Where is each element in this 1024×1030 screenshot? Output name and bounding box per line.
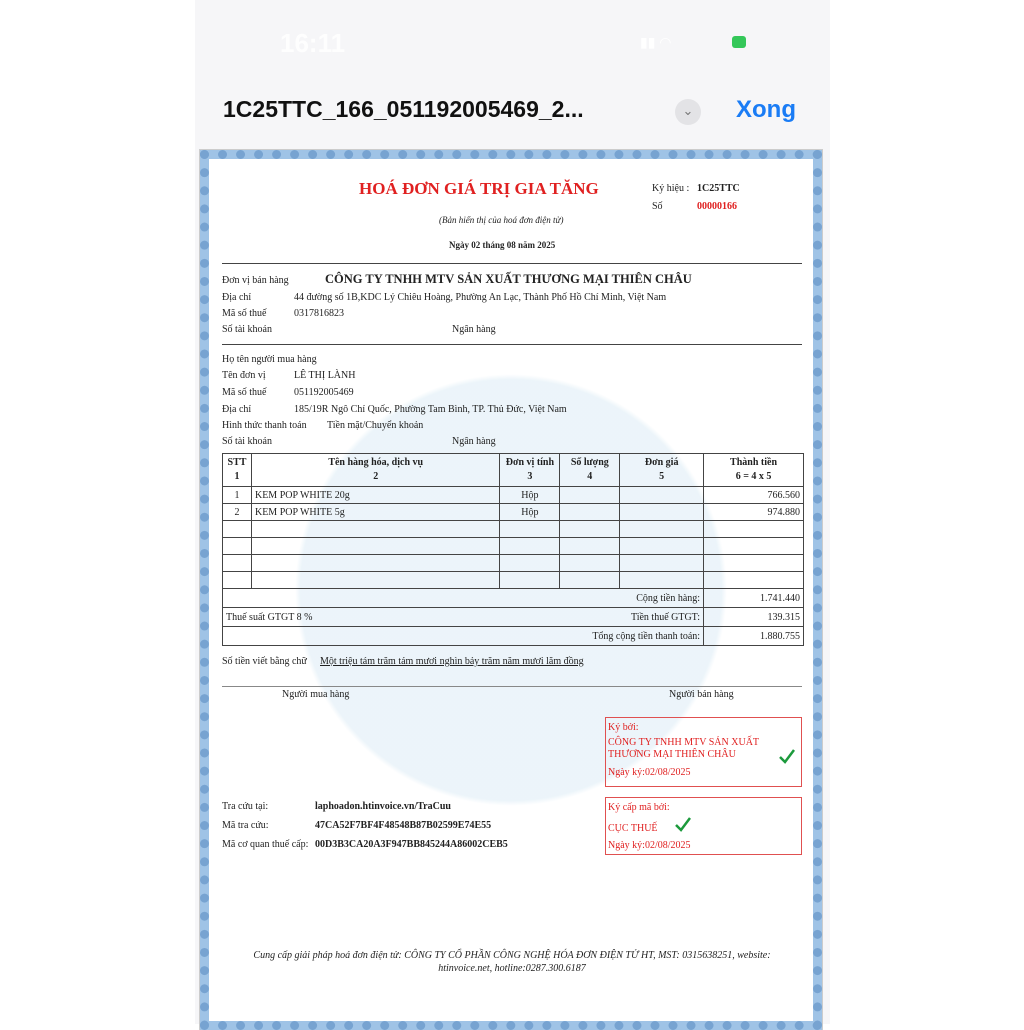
table-cell	[620, 487, 704, 504]
header-index: 4	[587, 471, 593, 482]
table-cell	[251, 538, 499, 555]
label: Số tiền viết bằng chữ	[222, 656, 307, 667]
label: Mã cơ quan thuế cấp:	[222, 839, 309, 850]
subtotal: 1.741.440	[704, 589, 804, 608]
signer-name-2: THƯƠNG MẠI THIÊN CHÂU	[608, 749, 736, 760]
table-cell	[500, 521, 560, 538]
table-cell	[704, 521, 804, 538]
chevron-down-icon[interactable]: ⌄	[675, 99, 701, 125]
label: Mã tra cứu:	[222, 820, 269, 831]
vat-amount: 139.315	[704, 608, 804, 627]
header-label: Đơn vị tính	[505, 457, 555, 468]
table-cell	[560, 555, 620, 572]
label: Địa chỉ	[222, 404, 252, 415]
header-label: Đơn giá	[644, 457, 679, 468]
table-cell	[620, 572, 704, 589]
column-header	[500, 454, 560, 487]
label: Số tài khoản	[222, 436, 272, 447]
seller-signature-box	[605, 717, 802, 787]
header-label: Thành tiền	[730, 457, 778, 468]
table-cell	[251, 572, 499, 589]
footer	[214, 949, 810, 975]
column-header	[620, 454, 704, 487]
header-index: 1	[234, 471, 240, 482]
label: Số tài khoản	[222, 324, 272, 335]
table-cell	[704, 572, 804, 589]
table-row	[223, 555, 804, 572]
header-label: STT	[227, 457, 247, 468]
table-cell: 2	[223, 504, 252, 521]
table-cell	[251, 521, 499, 538]
invoice-number: 00000166	[697, 201, 737, 212]
items-table	[222, 453, 804, 646]
buyer-unit: LÊ THỊ LÀNH	[294, 370, 356, 381]
table-cell	[500, 555, 560, 572]
seller-tax: 0317816823	[294, 308, 344, 319]
tax-authority-code: 00D3B3CA20A3F947BB845244A86002CEB5	[315, 839, 508, 850]
label: Họ tên người mua hàng	[222, 354, 317, 365]
signal-wifi-icon: ▮▮ ◠	[640, 34, 672, 50]
table-cell	[500, 572, 560, 589]
table-cell	[223, 521, 252, 538]
table-cell: 974.880	[704, 504, 804, 521]
lookup-code: 47CA52F7BF4F48548B87B02599E74E55	[315, 820, 492, 831]
column-header	[704, 454, 804, 487]
document-title: 1C25TTC_166_051192005469_2...	[223, 96, 584, 122]
done-button[interactable]: Xong	[736, 96, 796, 123]
lookup-link[interactable]: laphoadon.htinvoice.vn/TraCuu	[315, 801, 451, 812]
table-cell	[620, 504, 704, 521]
invoice-symbol: 1C25TTC	[697, 183, 740, 194]
signer-name: CỤC THUẾ	[608, 823, 658, 834]
footer-line-1: Cung cấp giải pháp hoá đơn điện tử: CÔNG TY CỔ PHẦN CÔNG NGHỆ HÓA ĐƠN ĐIỆN TỬ HT, MST: 0315638251, website:	[253, 950, 771, 961]
tax-signature-box	[605, 797, 802, 855]
buyer-tax: 051192005469	[294, 387, 354, 398]
label: Tra cứu tại:	[222, 801, 269, 812]
table-cell	[560, 504, 620, 521]
vat-rate: Thuế suất GTGT 8 %	[223, 608, 500, 627]
subtitle: (Bản hiển thị của hoá đơn điện tử)	[439, 215, 564, 225]
table-cell	[251, 555, 499, 572]
check-icon	[674, 816, 692, 832]
table-cell	[704, 538, 804, 555]
header-index: 3	[527, 471, 533, 482]
column-header	[560, 454, 620, 487]
table-cell	[223, 572, 252, 589]
invoice-date: Ngày 02 tháng 08 năm 2025	[449, 240, 556, 250]
footer-line-2: htinvoice.net, hotline:0287.300.6187	[438, 963, 586, 974]
buyer-address: 185/19R Ngô Chí Quốc, Phường Tam Bình, TP. Thủ Đức, Việt Nam	[294, 404, 567, 415]
header-index: 6 = 4 x 5	[735, 471, 772, 482]
label: Ký bởi:	[608, 722, 639, 733]
label: Địa chỉ	[222, 292, 252, 303]
table-cell	[500, 538, 560, 555]
column-header	[251, 454, 499, 487]
table-cell	[620, 538, 704, 555]
table-cell	[223, 538, 252, 555]
amount-in-words: Một triệu tám trăm tám mươi nghìn bảy trăm năm mươi lăm đồng	[320, 656, 584, 667]
sign-date: Ngày ký:02/08/2025	[608, 840, 691, 851]
table-row	[223, 538, 804, 555]
table-cell: 766.560	[704, 487, 804, 504]
label: Ngân hàng	[452, 436, 496, 447]
header-index: 5	[659, 471, 665, 482]
table-cell	[560, 487, 620, 504]
buyer-signature-label: Người mua hàng	[282, 689, 350, 700]
table-cell	[704, 555, 804, 572]
battery-icon	[732, 36, 746, 48]
seller-label: Đơn vị bán hàng	[222, 275, 289, 286]
header-label: Tên hàng hóa, dịch vụ	[328, 457, 424, 468]
signer-name: CÔNG TY TNHH MTV SẢN XUẤT	[608, 737, 760, 748]
label: Mã số thuế	[222, 308, 267, 319]
label: Hình thức thanh toán	[222, 420, 307, 431]
table-cell	[223, 555, 252, 572]
label: Mã số thuế	[222, 387, 267, 398]
symbol-label: Ký hiệu :	[652, 183, 690, 194]
number-label: Số	[652, 201, 663, 212]
column-header	[223, 454, 252, 487]
table-cell	[620, 555, 704, 572]
label: Ngân hàng	[452, 324, 496, 335]
table-header	[223, 454, 804, 487]
sign-date: Ngày ký:02/08/2025	[608, 767, 691, 778]
table-row	[223, 487, 804, 504]
total-amount: 1.880.755	[704, 627, 804, 646]
table-cell: 1	[223, 487, 252, 504]
table-cell	[560, 572, 620, 589]
label: Ký cấp mã bởi:	[608, 802, 670, 813]
table-cell	[560, 538, 620, 555]
invoice-document	[200, 150, 822, 1030]
table-cell	[620, 521, 704, 538]
header-index: 2	[373, 471, 379, 482]
header-label: Số lượng	[570, 457, 609, 468]
label: Tên đơn vị	[222, 370, 266, 381]
seller-name: CÔNG TY TNHH MTV SẢN XUẤT THƯƠNG MẠI THIÊN CHÂU	[325, 272, 692, 286]
table-cell	[560, 521, 620, 538]
total-label: Tổng cộng tiền thanh toán:	[223, 627, 704, 646]
table-cell: KEM POP WHITE 5g	[251, 504, 499, 521]
table-cell: KEM POP WHITE 20g	[251, 487, 499, 504]
seller-address: 44 đường số 1B,KDC Lý Chiêu Hoàng, Phường An Lạc, Thành Phố Hồ Chí Minh, Việt Nam	[294, 292, 667, 303]
table-row	[223, 572, 804, 589]
payment-method: Tiền mặt/Chuyển khoản	[327, 420, 424, 431]
table-row	[223, 521, 804, 538]
subtotal-label: Cộng tiền hàng:	[223, 589, 704, 608]
check-icon	[778, 748, 796, 764]
invoice-title: HOÁ ĐƠN GIÁ TRỊ GIA TĂNG	[359, 179, 599, 198]
status-time: 16:11	[280, 28, 346, 58]
table-row	[223, 504, 804, 521]
table-cell: Hộp	[500, 487, 560, 504]
seller-signature-label: Người bán hàng	[669, 689, 734, 700]
vat-label: Tiền thuế GTGT:	[500, 608, 704, 627]
table-cell: Hộp	[500, 504, 560, 521]
